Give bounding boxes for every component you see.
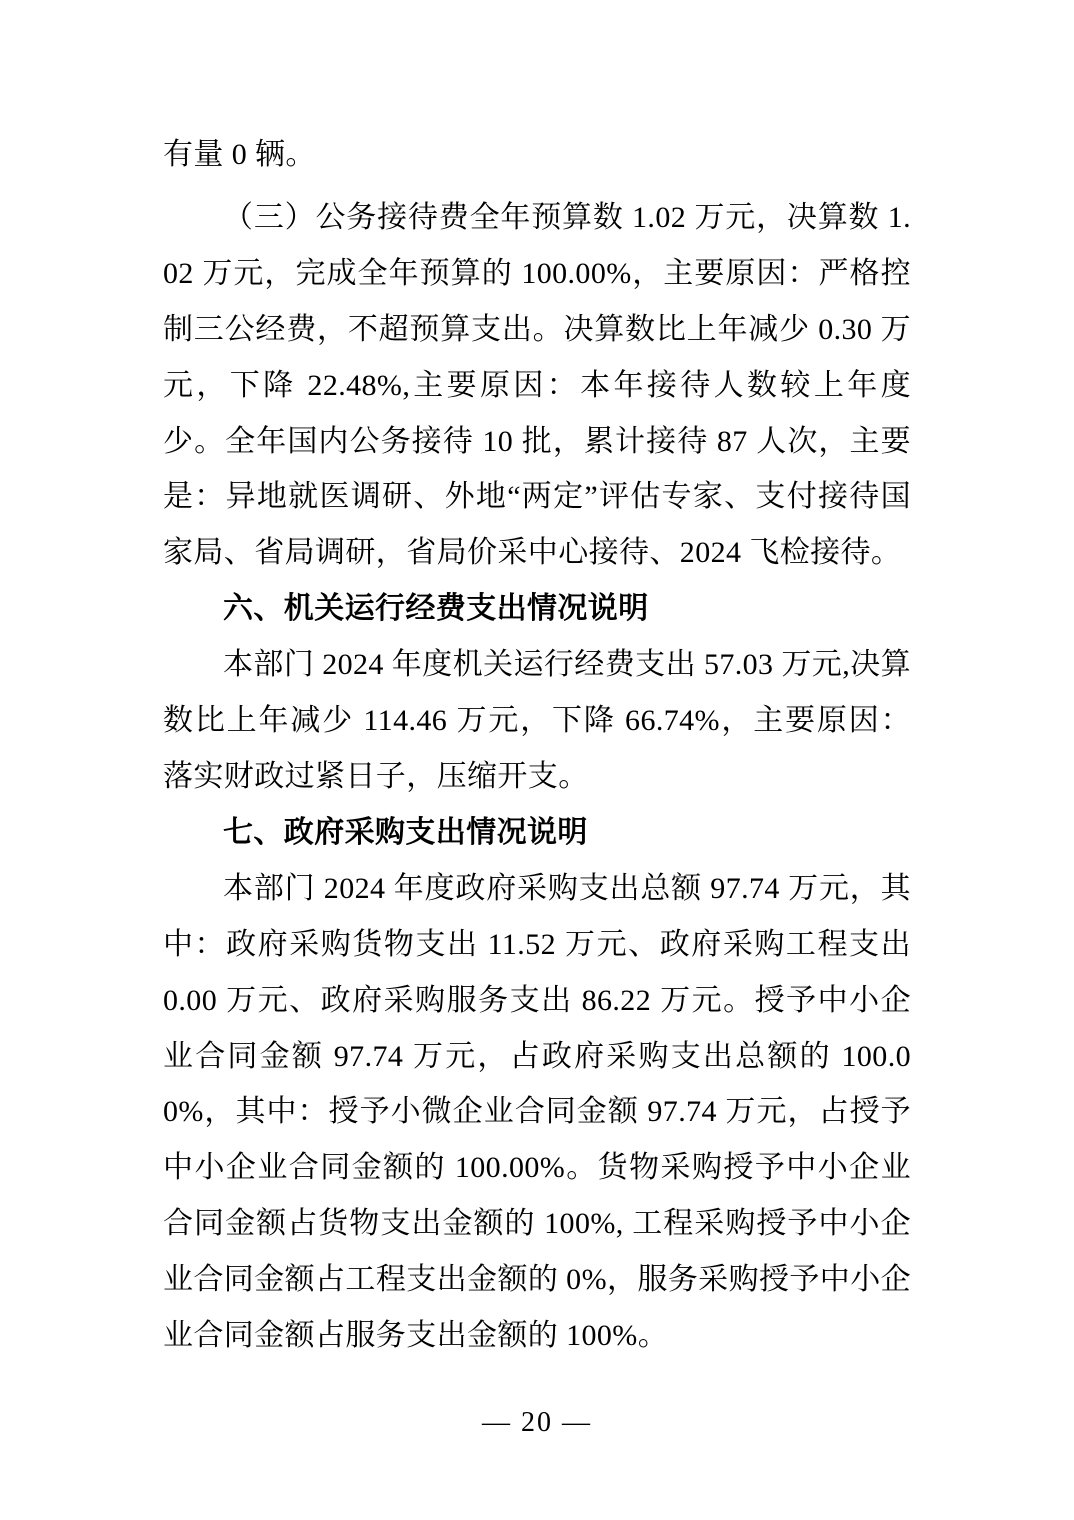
paragraph-official-reception-expense: （三）公务接待费全年预算数 1.02 万元，决算数 1.02 万元，完成全年预算的 100.00%，主要原因：严格控制三公经费，不超预算支出。决算数比上年减少 0.30 万元，下降 22.48%,主要原因：本年接待人数较上年度少。全年国内公务接待 10 批，累计接待 87 人次，主要是：异地就医调研、外地“两定”评估专家、支付接待国家局、省局调研，省局价采中心接待、2024 飞检接待。 [163, 200, 911, 570]
paragraph-government-procurement: 本部门 2024 年度政府采购支出总额 97.74 万元，其中：政府采购货物支出 11.52 万元、政府采购工程支出 0.00 万元、政府采购服务支出 86.22 万元。授予中小企业合同金额 97.74 万元，占政府采购支出总额的 100.00%，其中：授予小微企业合同金额 97.74 万元，占授予中小企业合同金额的 100.00%。货物采购授予中小企业合同金额占货物支出金额的 100%, 工程采购授予中小企业合同金额占工程支出金额的 0%，服务采购授予中小企业合同金额占服务支出金额的 100%。 [163, 871, 911, 1353]
paragraph-operating-expense: 本部门 2024 年度机关运行经费支出 57.03 万元,决算数比上年减少 114.46 万元，下降 66.74%，主要原因：落实财政过紧日子，压缩开支。 [163, 648, 911, 793]
section-heading-operating-expense: 六、机关运行经费支出情况说明 [223, 592, 649, 626]
page-footer [0, 1404, 1074, 1442]
paragraph-continuation: 有量 0 辆。 [163, 138, 316, 171]
page-number: — 20 — [482, 1407, 592, 1438]
document-body [163, 127, 911, 1364]
section-heading-government-procurement: 七、政府采购支出情况说明 [223, 815, 588, 849]
